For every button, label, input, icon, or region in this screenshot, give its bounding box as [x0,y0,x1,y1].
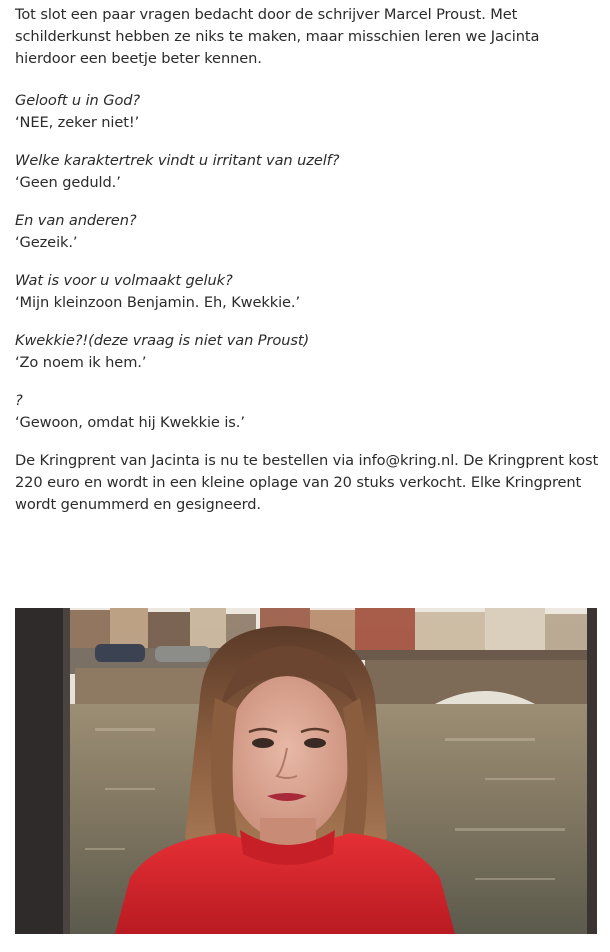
qa-item [15,330,600,374]
qa-item [15,150,600,194]
question: Welke karaktertrek vindt u irritant van uzelf? [15,152,340,169]
qa-item [15,390,600,434]
answer: ‘Gezeik.’ [15,234,78,251]
answer: ‘Mijn kleinzoon Benjamin. Eh, Kwekkie.’ [15,294,301,311]
answer: ‘Geen geduld.’ [15,174,121,191]
question: Gelooft u in God? [15,92,141,109]
answer: ‘NEE, zeker niet!’ [15,114,140,131]
answer: ‘Zo noem ik hem.’ [15,354,147,371]
question: ? [15,392,23,409]
answer: ‘Gewoon, omdat hij Kwekkie is.’ [15,414,245,431]
intro-paragraph: Tot slot een paar vragen bedacht door de schrijver Marcel Proust. Met schilderkunst hebben ze niks te maken, maar misschien leren we Jacinta hierdoor een beetje beter kennen. [15,6,540,67]
qa-item [15,210,600,254]
portrait-photo [15,608,597,934]
photo-illustration [15,608,597,934]
question: En van anderen? [15,212,137,229]
article-body [15,4,600,532]
question: Wat is voor u volmaakt geluk? [15,272,233,289]
closing-paragraph: De Kringprent van Jacinta is nu te bestellen via info@kring.nl. De Kringprent kost 220 euro en wordt in een kleine oplage van 20 stuks verkocht. Elke Kringprent wordt genummerd en gesigneerd. [15,452,599,513]
qa-item [15,90,600,134]
qa-item [15,270,600,314]
question: Kwekkie?!(deze vraag is niet van Proust) [15,332,310,349]
